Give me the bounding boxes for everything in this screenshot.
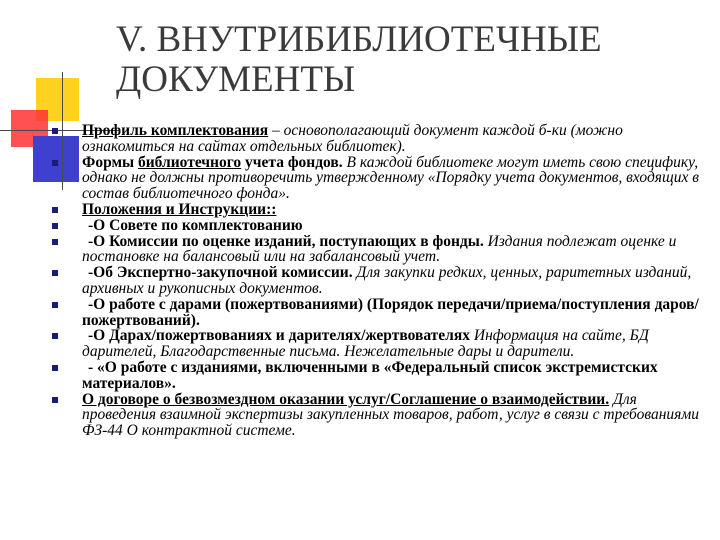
- item-heading: Положения и Инструкции::: [82, 200, 277, 218]
- item-heading: О договоре о безвозмездном оказании услуг/Соглашение о взаимодействии.: [82, 390, 610, 408]
- list-item: [50, 297, 710, 329]
- item-heading: Профиль комплектования: [82, 122, 269, 139]
- item-heading: -О Совете по комплектованию: [88, 216, 303, 234]
- square-bullet-icon: [52, 223, 58, 229]
- item-text: – основополагающий документ каждой б-ки (можно ознакомиться на сайтах отдельных библиотек).: [82, 122, 623, 155]
- square-bullet-icon: [52, 270, 58, 276]
- square-bullet-icon: [52, 302, 58, 308]
- list-item: [50, 360, 710, 392]
- list-item: [50, 392, 710, 439]
- item-heading: -О Дарах/пожертвованиях и дарителях/жертвователях: [88, 327, 470, 345]
- item-text: Издания подлежат оценке и постановке на балансовый или на забалансовый учет.: [82, 232, 677, 266]
- square-bullet-icon: [52, 365, 58, 371]
- square-bullet-icon: [52, 160, 58, 166]
- item-heading-end: учета фондов.: [241, 153, 343, 171]
- square-bullet-icon: [52, 207, 58, 213]
- item-heading: -Об Экспертно-закупочной комиссии.: [88, 264, 353, 282]
- title-line-1: V. ВНУТРИБИБЛИОТЕЧНЫЕ: [116, 19, 602, 60]
- slide-title: [116, 20, 706, 100]
- list-item: [50, 218, 710, 234]
- item-heading: -О Комиссии по оценке изданий, поступающих в фонды.: [88, 232, 484, 250]
- square-bullet-icon: [52, 333, 58, 339]
- square-bullet-icon: [52, 239, 58, 245]
- square-bullet-icon: [52, 397, 58, 403]
- title-line-2: ДОКУМЕНТЫ: [116, 59, 356, 100]
- item-heading: - «О работе с изданиями, включенными в «Федеральный список экстремистских материалов».: [82, 358, 658, 392]
- list-item: [50, 202, 710, 218]
- item-heading: Формы: [82, 153, 138, 171]
- item-text: Для проведения взаимной экспертизы закупленных товаров, работ, услуг в связи с требованиями ФЗ-44 О контрактной системе.: [82, 390, 700, 440]
- list-item: [50, 123, 710, 155]
- bullet-list: [50, 123, 710, 439]
- item-heading: -О работе с дарами (пожертвованиями) (Порядок передачи/приема/поступления даров/пожертвований).: [82, 295, 699, 329]
- item-heading-underlined: библиотечного: [137, 153, 242, 171]
- list-item: [50, 265, 710, 297]
- list-item: [50, 234, 710, 266]
- item-text: Для закупки редких, ценных, раритетных изданий, архивных и рукописных документов.: [82, 264, 692, 297]
- item-text: В каждой библиотеке могут иметь свою специфику, однако не должны противоречить утвержденному «Порядку учета документов, входящих в состав библиотечного фонда».: [82, 153, 699, 203]
- list-item: [50, 155, 710, 202]
- square-bullet-icon: [52, 128, 58, 134]
- item-text: Информация на сайте, БД дарителей, Благодарственные письма. Нежелательные дары и дарители.: [82, 327, 649, 361]
- list-item: [50, 328, 710, 360]
